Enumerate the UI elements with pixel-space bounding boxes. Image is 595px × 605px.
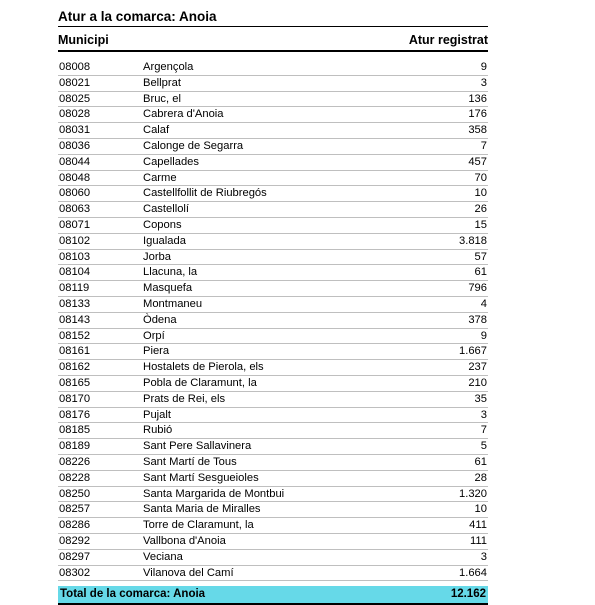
row-code: 08036	[59, 139, 91, 152]
row-code: 08119	[59, 282, 90, 295]
row-municipi: Argençola	[143, 61, 194, 73]
row-atur: 1.664	[459, 566, 487, 579]
table-row	[58, 534, 488, 550]
row-atur: 61	[474, 266, 487, 279]
row-municipi: Cabrera d'Anoia	[143, 108, 224, 121]
row-code: 08302	[59, 566, 91, 579]
table-header	[58, 30, 488, 52]
row-municipi: Prats de Rei, els	[143, 392, 226, 405]
row-atur: 1.320	[459, 487, 487, 500]
row-municipi: Jorba	[143, 250, 171, 263]
row-atur: 358	[468, 124, 487, 137]
row-municipi: Montmaneu	[143, 297, 203, 310]
row-municipi: Rubió	[143, 424, 173, 437]
row-code: 08102	[59, 234, 91, 247]
row-atur: 7	[480, 139, 487, 152]
row-code: 08161	[59, 345, 91, 358]
row-atur: 35	[474, 392, 487, 405]
table-row	[58, 392, 488, 408]
row-municipi: Carme	[143, 171, 177, 184]
row-code: 08286	[59, 519, 91, 532]
row-atur: 210	[468, 376, 487, 389]
row-atur: 61	[474, 455, 487, 468]
row-code: 08176	[59, 408, 91, 421]
row-municipi: Piera	[143, 345, 170, 358]
row-code: 08185	[59, 424, 91, 437]
row-code: 08162	[59, 361, 91, 374]
table-row	[58, 139, 488, 155]
row-atur: 176	[468, 108, 487, 121]
row-code: 08170	[59, 392, 91, 405]
row-atur: 10	[474, 503, 487, 516]
row-atur: 136	[468, 92, 487, 105]
table-row	[58, 265, 488, 281]
row-municipi: Sant Pere Sallavinera	[143, 440, 252, 453]
row-code: 08060	[59, 187, 91, 200]
table-row	[58, 202, 488, 218]
header-municipi: Municipi	[58, 33, 109, 47]
row-municipi: Masquefa	[143, 282, 193, 295]
row-atur: 26	[474, 203, 487, 216]
row-atur: 411	[469, 519, 487, 532]
row-atur: 7	[480, 424, 487, 437]
table-row	[58, 376, 488, 392]
row-atur: 111	[469, 534, 487, 547]
row-code: 08228	[59, 471, 91, 484]
row-atur: 5	[480, 440, 487, 453]
table-row	[58, 518, 488, 534]
row-municipi: Orpí	[143, 329, 165, 342]
table-row	[58, 60, 488, 76]
table-row	[58, 218, 488, 234]
row-atur: 237	[468, 361, 487, 374]
row-municipi: Copons	[143, 218, 182, 231]
row-municipi: Calaf	[143, 124, 170, 137]
document	[58, 8, 488, 605]
total-row	[58, 586, 488, 605]
row-municipi: Veciana	[143, 550, 183, 563]
row-atur: 3	[480, 76, 487, 89]
table-row	[58, 423, 488, 439]
row-municipi: Pobla de Claramunt, la	[143, 376, 257, 389]
row-atur: 28	[474, 471, 487, 484]
row-municipi: Castellolí	[143, 203, 190, 216]
row-municipi: Torre de Claramunt, la	[143, 519, 254, 532]
table-row	[58, 502, 488, 518]
table-row	[58, 186, 488, 202]
row-code: 08031	[59, 124, 91, 137]
table-row	[58, 439, 488, 455]
row-code: 08071	[59, 218, 91, 231]
row-code: 08189	[59, 440, 91, 453]
row-atur: 9	[480, 329, 487, 342]
table-row	[58, 550, 488, 566]
row-code: 08250	[59, 487, 91, 500]
row-municipi: Pujalt	[143, 408, 171, 421]
table-row	[58, 123, 488, 139]
table-row	[58, 107, 488, 123]
row-municipi: Vallbona d'Anoia	[143, 534, 226, 547]
row-atur: 10	[474, 187, 487, 200]
header-atur-registrat: Atur registrat	[408, 33, 488, 47]
table-row	[58, 471, 488, 487]
row-atur: 57	[474, 250, 487, 263]
row-code: 08008	[59, 61, 91, 73]
row-code: 08048	[59, 171, 91, 184]
row-municipi: Sant Martí de Tous	[143, 455, 237, 468]
table-row	[58, 487, 488, 503]
total-value: 12.162	[450, 588, 486, 601]
row-atur: 378	[468, 313, 487, 326]
row-municipi: Calonge de Segarra	[143, 139, 244, 152]
table-row	[58, 408, 488, 424]
row-code: 08143	[59, 313, 91, 326]
table-row	[58, 92, 488, 108]
page-title: Atur a la comarca: Anoia	[58, 8, 488, 27]
table-row	[58, 281, 488, 297]
row-municipi: Castellfollit de Riubregós	[143, 187, 267, 200]
row-code: 08021	[59, 76, 91, 89]
row-municipi: Capellades	[143, 155, 199, 168]
table-row	[58, 329, 488, 345]
row-atur: 15	[474, 218, 487, 231]
row-code: 08028	[59, 108, 91, 121]
row-atur: 9	[480, 61, 487, 73]
table-row	[58, 566, 488, 582]
row-atur: 3	[480, 408, 487, 421]
row-code: 08025	[59, 92, 91, 105]
row-code: 08152	[59, 329, 91, 342]
row-code: 08104	[59, 266, 91, 279]
table-row	[58, 344, 488, 360]
row-atur: 457	[468, 155, 487, 168]
table-row	[58, 155, 488, 171]
row-code: 08103	[59, 250, 91, 263]
row-code: 08257	[59, 503, 91, 516]
table-row	[58, 171, 488, 187]
row-municipi: Òdena	[143, 313, 177, 326]
row-atur: 3.818	[459, 234, 487, 247]
row-municipi: Santa Margarida de Montbui	[143, 487, 285, 500]
row-municipi: Sant Martí Sesgueioles	[143, 471, 259, 484]
row-municipi: Vilanova del Camí	[143, 566, 234, 579]
row-municipi: Igualada	[143, 234, 186, 247]
table-row	[58, 455, 488, 471]
row-municipi: Bellprat	[143, 76, 181, 89]
table-row	[58, 234, 488, 250]
row-code: 08063	[59, 203, 91, 216]
table-row	[58, 297, 488, 313]
row-municipi: Santa Maria de Miralles	[143, 503, 261, 516]
row-code: 08226	[59, 455, 91, 468]
row-atur: 796	[468, 282, 487, 295]
row-municipi: Llacuna, la	[143, 266, 198, 279]
row-code: 08165	[59, 376, 91, 389]
row-code: 08292	[59, 534, 91, 547]
row-atur: 3	[480, 550, 487, 563]
row-atur: 1.667	[459, 345, 487, 358]
table-row	[58, 313, 488, 329]
row-atur: 70	[474, 171, 487, 184]
total-label: Total de la comarca: Anoia	[60, 588, 206, 601]
table-row	[58, 76, 488, 92]
table-body	[58, 60, 488, 581]
row-code: 08133	[59, 297, 91, 310]
row-municipi: Hostalets de Pierola, els	[143, 361, 264, 374]
row-atur: 4	[480, 297, 487, 310]
table-row	[58, 250, 488, 266]
table-row	[58, 360, 488, 376]
row-code: 08044	[59, 155, 91, 168]
row-code: 08297	[59, 550, 91, 563]
row-municipi: Bruc, el	[143, 92, 181, 105]
